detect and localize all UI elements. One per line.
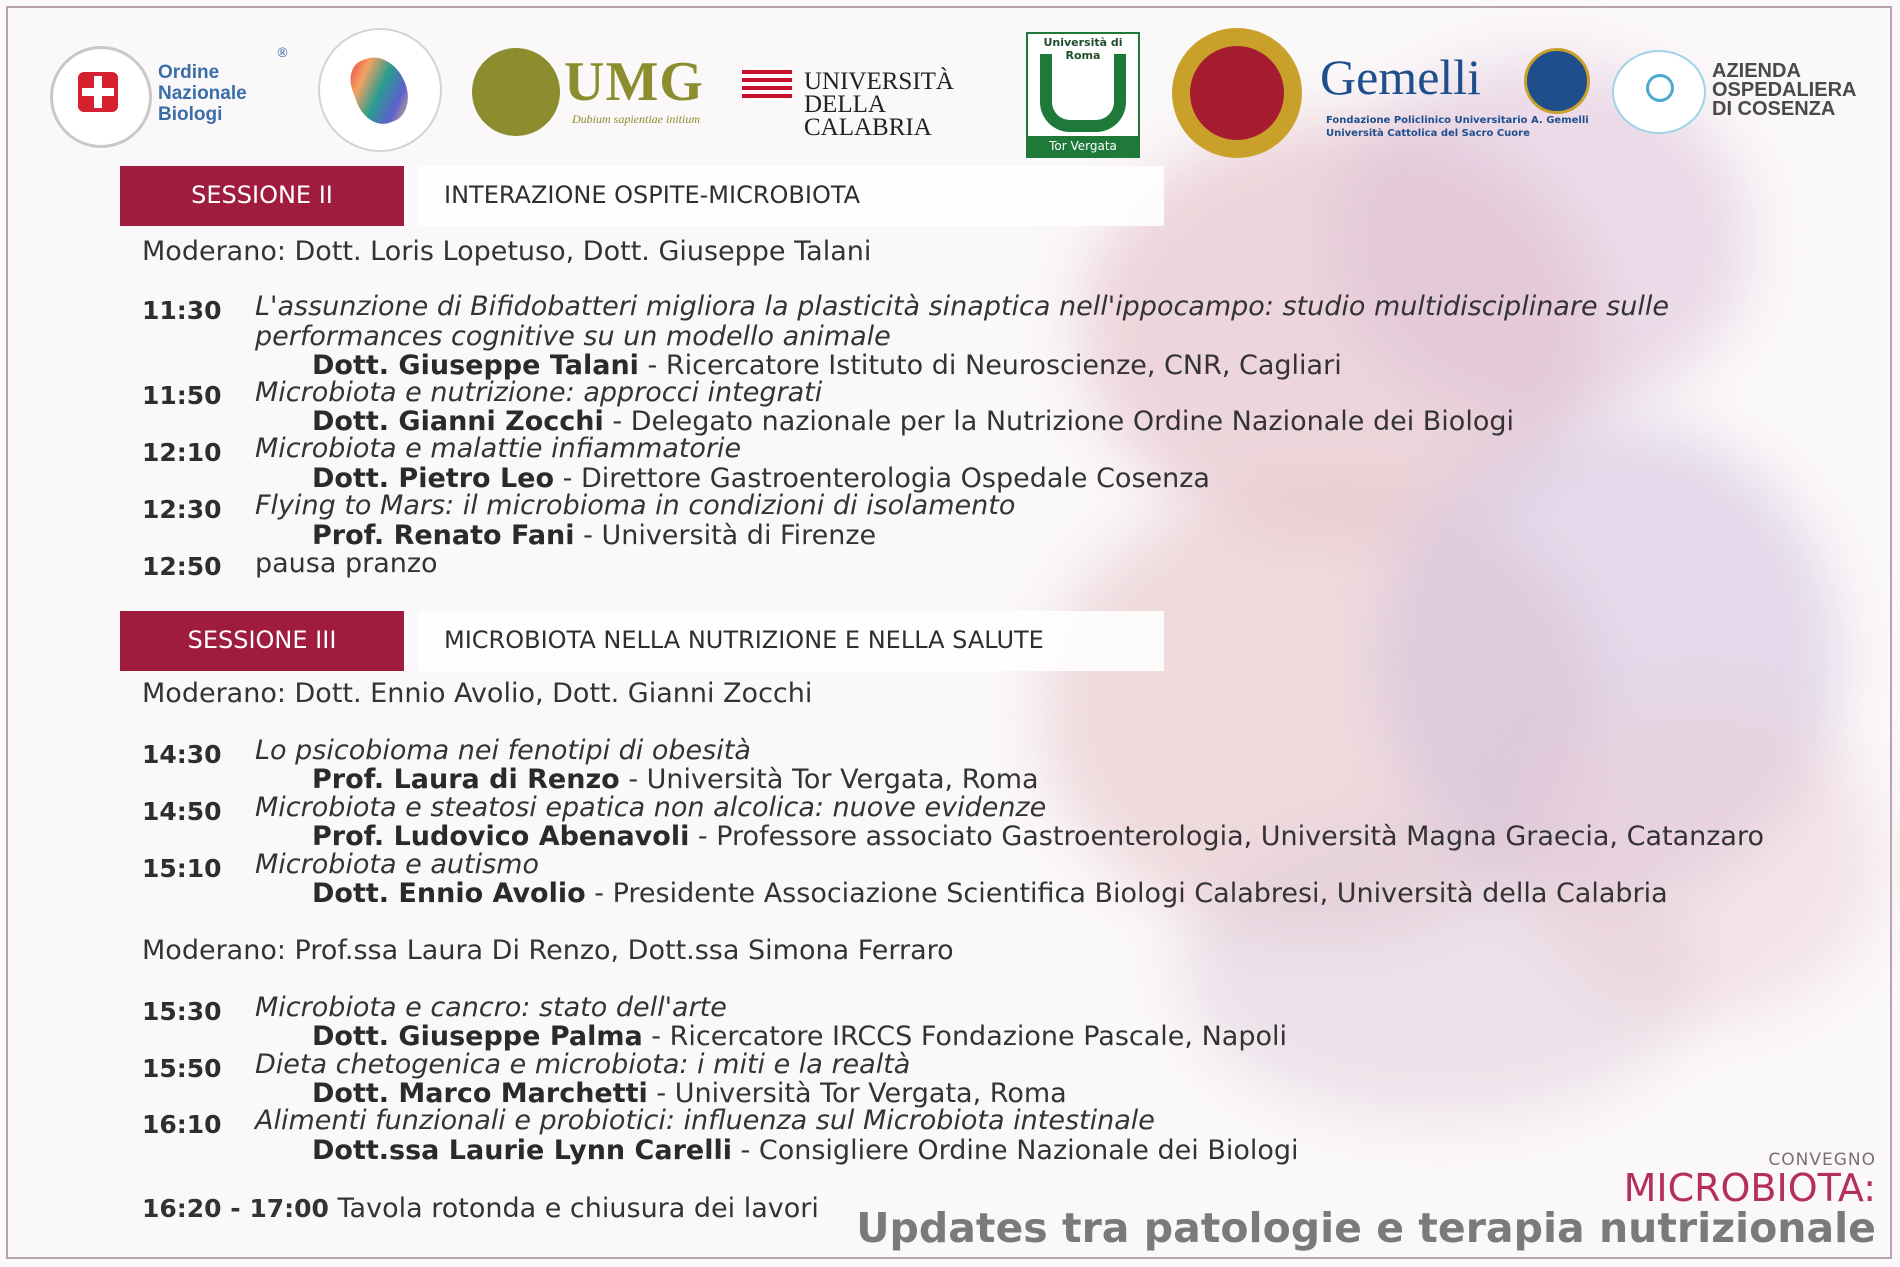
gemelli-seal-logo [1524,48,1590,114]
talk-title: Microbiota e nutrizione: approcci integrati [255,377,823,408]
session-2-header [120,166,1164,226]
convegno-title: MICROBIOTA: [1623,1166,1876,1210]
talk-speaker: Prof. Ludovico Abenavoli - Professore associato Gastroenterologia, Università Magna Graecia, Catanzaro [312,821,1764,852]
talk-title: Microbiota e malattie infiammatorie [255,433,742,464]
talk-time: 11:50 [142,381,222,410]
talk-title: Alimenti funzionali e probiotici: influenza sul Microbiota intestinale [255,1105,1155,1136]
talk-speaker: Dott. Pietro Leo - Direttore Gastroenterologia Ospedale Cosenza [312,463,1210,494]
talk-speaker: Dott. Giuseppe Talani - Ricercatore Istituto di Neuroscienze, CNR, Cagliari [312,350,1342,381]
break-time: 12:50 [142,552,222,581]
gemelli-logo: Gemelli Fondazione Policlinico Universitario A. Gemelli Università Cattolica del Sacro Cuore [1320,49,1589,139]
universita-calabria-logo: UNIVERSITÀ DELLA CALABRIA [742,70,1012,120]
talk-title: Lo psicobioma nei fenotipi di obesità [255,735,751,766]
convegno-kicker: CONVEGNO [1768,1150,1876,1170]
talk-time: 12:10 [142,438,222,467]
talk-time: 16:10 [142,1110,222,1139]
session-3-moderators: Moderano: Dott. Ennio Avolio, Dott. Gianni Zocchi [142,678,813,709]
session-3-title: MICROBIOTA NELLA NUTRIZIONE E NELLA SALUTE [418,611,1164,671]
session-3-moderators-2: Moderano: Prof.ssa Laura Di Renzo, Dott.ssa Simona Ferraro [142,935,954,966]
talk-time: 12:30 [142,495,222,524]
umg-logo: UMG Dubium sapientiae initium [472,48,712,138]
talk-speaker: Dott. Giuseppe Palma - Ricercatore IRCCS Fondazione Pascale, Napoli [312,1021,1287,1052]
sponsor-logos [0,0,1900,170]
talk-time: 15:10 [142,854,222,883]
convegno-title-block [856,1150,1876,1250]
azienda-ospedaliera-cosenza-logo: AZIENDA OSPEDALIERA DI COSENZA [1612,50,1892,140]
tor-vergata-logo: Università di Roma Tor Vergata [1026,32,1140,158]
session-2-tag: SESSIONE II [120,166,404,226]
talk-title: Dieta chetogenica e microbiota: i miti e la realtà [255,1049,911,1080]
talk-title: L'assunzione di Bifidobatteri migliora la plasticità sinaptica nell'ippocampo: studio multidisciplinare sulle performances cognitive su un modello animale [255,291,1669,352]
talk-time: 14:50 [142,797,222,826]
talk-speaker: Prof. Laura di Renzo - Università Tor Vergata, Roma [312,764,1039,795]
talk-speaker: Dott. Ennio Avolio - Presidente Associazione Scientifica Biologi Calabresi, Università della Calabria [312,878,1668,909]
session-3-header [120,611,1164,671]
session-2-moderators: Moderano: Dott. Loris Lopetuso, Dott. Giuseppe Talani [142,236,872,267]
ordine-nazionale-biologi-logo: Ordine Nazionale Biologi ® [30,38,280,138]
talk-speaker: Dott.ssa Laurie Lynn Carelli - Consigliere Ordine Nazionale dei Biologi [312,1135,1299,1166]
talk-time: 15:30 [142,997,222,1026]
talk-title: Microbiota e autismo [255,849,539,880]
break-label: pausa pranzo [255,548,438,579]
closing-line: 16:20 - 17:00 Tavola rotonda e chiusura dei lavori [142,1193,819,1224]
talk-time: 14:30 [142,740,222,769]
talk-title: Flying to Mars: il microbioma in condizioni di isolamento [255,490,1016,521]
talk-time: 15:50 [142,1054,222,1083]
talk-title: Microbiota e cancro: stato dell'arte [255,992,727,1023]
catanzaro-seal-logo [1172,28,1302,158]
talk-speaker: Prof. Renato Fani - Università di Firenze [312,520,877,551]
convegno-subtitle: Updates tra patologie e terapia nutrizionale [856,1204,1876,1252]
associazione-biologi-calabresi-logo [318,28,442,152]
talk-time: 11:30 [142,296,222,325]
session-3-tag: SESSIONE III [120,611,404,671]
talk-speaker: Dott. Gianni Zocchi - Delegato nazionale per la Nutrizione Ordine Nazionale dei Biologi [312,406,1514,437]
talk-title: Microbiota e steatosi epatica non alcolica: nuove evidenze [255,792,1047,823]
talk-speaker: Dott. Marco Marchetti - Università Tor Vergata, Roma [312,1078,1067,1109]
session-2-title: INTERAZIONE OSPITE-MICROBIOTA [418,166,1164,226]
